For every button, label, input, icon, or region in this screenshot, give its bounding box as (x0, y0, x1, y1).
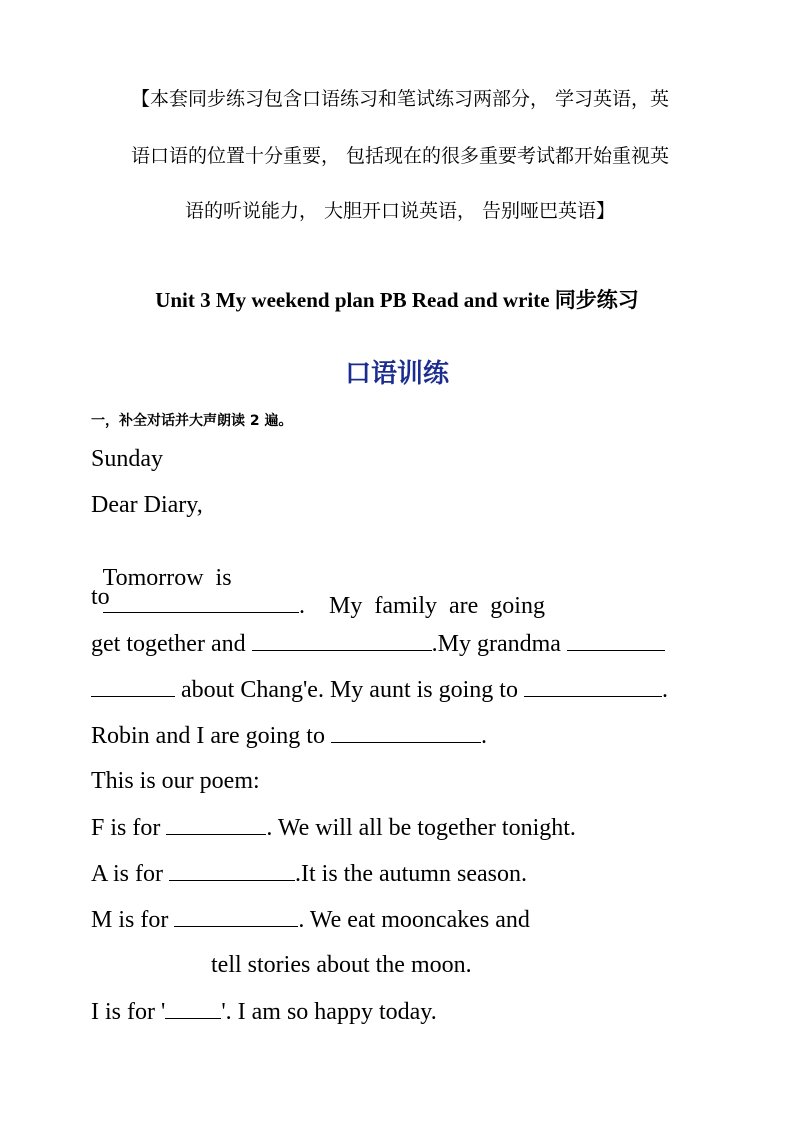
section-title: 口语训练 (344, 359, 449, 389)
diary-line-1b: to (91, 584, 110, 610)
blank-1[interactable] (103, 592, 299, 613)
text: . My family are going (299, 593, 545, 619)
text: .My grandma (431, 631, 561, 657)
intro-line-1: 【本套同步练习包含口语练习和笔试练习两部分， 学习英语，英 (130, 88, 670, 110)
text: F is for (91, 815, 161, 841)
text: Tomorrow is (102, 565, 232, 591)
text: . We will all be together tonight. (266, 815, 576, 841)
blank-i[interactable] (165, 998, 221, 1019)
diary-line-4 (91, 722, 487, 750)
intro-line-2: 语口语的位置十分重要， 包括现在的很多重要考试都开始重视英 (130, 145, 670, 167)
poem-line-f (91, 814, 576, 842)
blank-4[interactable] (524, 676, 662, 697)
page-title: Unit 3 My weekend plan PB Read and write 同步练习 (155, 288, 639, 312)
blank-2[interactable] (252, 630, 432, 651)
diary-line-2 (91, 630, 665, 658)
diary-greeting: Dear Diary, (91, 492, 203, 518)
blank-f[interactable] (166, 814, 266, 835)
text: about Chang'e. My aunt is going to (181, 677, 518, 703)
poem-line-a (91, 860, 527, 888)
blank-5[interactable] (331, 722, 481, 743)
text: '. I am so happy today. (221, 999, 437, 1025)
text: get together and (91, 631, 246, 657)
text: .It is the autumn season. (295, 861, 527, 887)
text: . We eat mooncakes and (298, 907, 530, 933)
text: M is for (91, 907, 169, 933)
intro-line-3: 语的听说能力， 大胆开口说英语， 告别哑巴英语】 (184, 200, 616, 222)
diary-line-3 (91, 676, 668, 704)
blank-3[interactable] (567, 630, 665, 651)
text: A is for (91, 861, 163, 887)
diary-day: Sunday (91, 446, 163, 472)
poem-line-m (91, 906, 530, 934)
text: I is for ' (91, 999, 166, 1025)
blank-a[interactable] (169, 860, 295, 881)
blank-3b[interactable] (91, 676, 175, 697)
blank-m[interactable] (174, 906, 298, 927)
poem-line-i (91, 998, 437, 1026)
poem-line-m-cont: tell stories about the moon. (211, 952, 472, 978)
instruction: 一，补全对话并大声朗读 2 遍。 (91, 413, 293, 429)
diary-line-5: This is our poem: (91, 768, 260, 794)
diary-line-1 (91, 538, 545, 620)
text: . (661, 677, 668, 703)
text: Robin and I are going to (91, 723, 325, 749)
text: . (480, 723, 487, 749)
